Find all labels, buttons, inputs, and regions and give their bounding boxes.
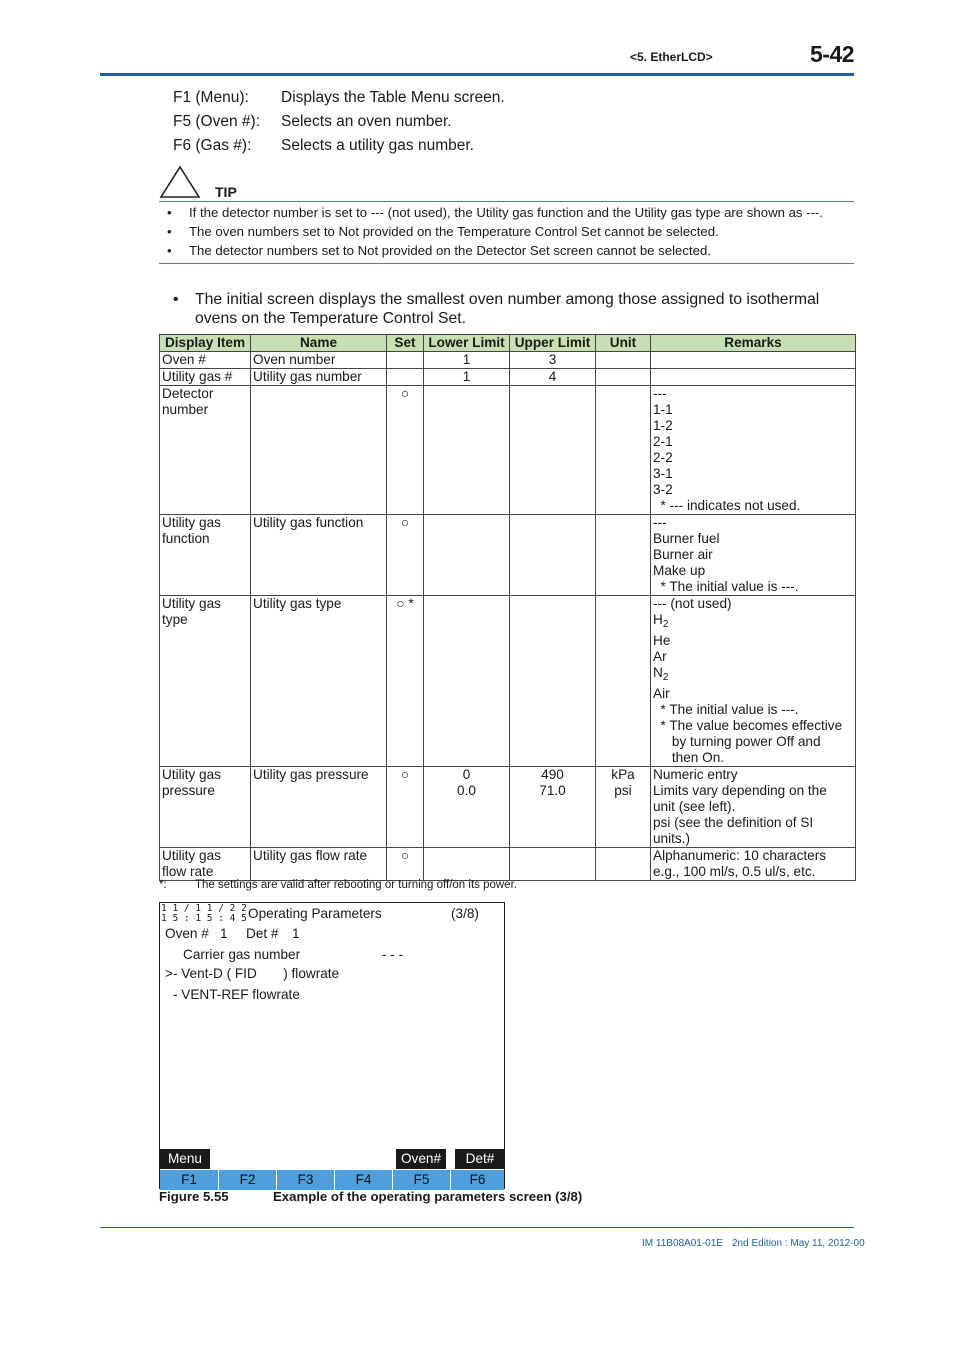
- parameters-table: [159, 334, 856, 881]
- screen-date: 1 1 / 1 1 / 2 2: [161, 903, 247, 914]
- section-title: <5. EtherLCD>: [630, 50, 713, 64]
- cell-lower: [424, 515, 510, 596]
- cell-set: [387, 352, 424, 369]
- col-header: Lower Limit: [424, 335, 510, 352]
- col-header: Remarks: [651, 335, 856, 352]
- cell-name: Utility gas pressure: [251, 767, 387, 848]
- oven-value[interactable]: 1: [220, 926, 228, 941]
- f2-button[interactable]: F2: [218, 1170, 276, 1190]
- tip-item-3: The detector numbers set to Not provided on the Detector Set screen cannot be selected.: [189, 243, 711, 258]
- cell-upper: 3: [510, 352, 596, 369]
- cell-set: ○: [387, 767, 424, 848]
- cell-unit: [596, 369, 651, 386]
- cell-remarks: [651, 369, 856, 386]
- cell-upper: 490 71.0: [510, 767, 596, 848]
- cell-name: Utility gas number: [251, 369, 387, 386]
- vent-d-flowrate-item[interactable]: >- Vent-D ( FID ) flowrate: [165, 966, 340, 981]
- f5-button[interactable]: F5: [392, 1170, 450, 1190]
- cell-remarks: [651, 596, 856, 767]
- oven-label: Oven #: [165, 926, 209, 941]
- figure-caption: Example of the operating parameters screen (3/8): [273, 1189, 583, 1204]
- cell-upper: [510, 848, 596, 881]
- tip-item-2: The oven numbers set to Not provided on the Temperature Control Set cannot be selected.: [189, 224, 719, 239]
- remarks-h: H: [653, 612, 663, 627]
- screen-title: Operating Parameters: [248, 906, 382, 921]
- table-header-row: [160, 335, 856, 352]
- cell-unit: kPa psi: [596, 767, 651, 848]
- carrier-gas-label: Carrier gas number: [183, 947, 301, 962]
- cell-remarks: --- Burner fuel Burner air Make up * The initial value is ---.: [651, 515, 856, 596]
- cell-lower: [424, 386, 510, 515]
- tip-bullet-2: •: [167, 224, 172, 239]
- table-row: [160, 515, 856, 596]
- cell-lower: 0 0.0: [424, 767, 510, 848]
- cell-lower: 1: [424, 352, 510, 369]
- footer-doc-id: IM 11B08A01-01E: [642, 1238, 723, 1249]
- cell-set: ○: [387, 515, 424, 596]
- oven-softkey[interactable]: Oven#: [396, 1149, 446, 1169]
- table-row: [160, 848, 856, 881]
- remarks-n2: [653, 665, 669, 683]
- footnote-text: The settings are valid after rebooting or turning off/on its power.: [195, 879, 517, 891]
- cell-item: Detector number: [160, 386, 251, 515]
- f6-button[interactable]: F6: [450, 1170, 504, 1190]
- lcd-screen: [159, 902, 505, 1189]
- remarks-n-sub: 2: [662, 672, 669, 683]
- figure-number: Figure 5.55: [159, 1189, 229, 1204]
- tip-item-1: If the detector number is set to --- (not used), the Utility gas function and the Utility gas type are shown as ---.: [189, 205, 824, 220]
- cell-remarks: --- 1-1 1-2 2-1 2-2 3-1 3-2 * --- indicates not used.: [651, 386, 856, 515]
- cell-unit: [596, 386, 651, 515]
- vent-ref-flowrate-item[interactable]: - VENT-REF flowrate: [173, 987, 300, 1002]
- cell-lower: 1: [424, 369, 510, 386]
- carrier-gas-value[interactable]: - - -: [382, 947, 404, 962]
- fkey-desc-f1: Displays the Table Menu screen.: [281, 89, 505, 106]
- cell-set: ○: [387, 386, 424, 515]
- cell-upper: 4: [510, 369, 596, 386]
- footnote-mark: *:: [159, 879, 167, 891]
- cell-upper: [510, 386, 596, 515]
- remarks-n: N: [653, 665, 663, 680]
- remarks-line: --- (not used): [653, 596, 732, 611]
- cell-unit: [596, 515, 651, 596]
- col-header: Set: [387, 335, 424, 352]
- screen-time: 1 5 : 1 5 : 4 5: [161, 913, 247, 924]
- table-row: [160, 767, 856, 848]
- cell-lower: [424, 848, 510, 881]
- table-row: [160, 352, 856, 369]
- body-bullet-line2: ovens on the Temperature Control Set.: [195, 310, 467, 327]
- det-softkey[interactable]: Det#: [455, 1149, 505, 1169]
- det-label: Det #: [246, 926, 279, 941]
- body-bullet-dot: •: [173, 291, 179, 308]
- cell-remarks: [651, 352, 856, 369]
- fkey-label-f1: F1 (Menu):: [173, 89, 249, 106]
- cell-item: Utility gas pressure: [160, 767, 251, 848]
- cell-set: [387, 369, 424, 386]
- remarks-line: He Ar: [653, 633, 671, 664]
- col-header: Name: [251, 335, 387, 352]
- cell-upper: [510, 515, 596, 596]
- remarks-h2: [653, 612, 669, 630]
- remarks-line: Air * The initial value is ---. * The value becomes effective by turning power Off and then On.: [653, 686, 843, 765]
- cell-name: [251, 386, 387, 515]
- cell-unit: [596, 352, 651, 369]
- header-rule: [100, 73, 854, 76]
- table-row: [160, 386, 856, 515]
- cell-item: Oven #: [160, 352, 251, 369]
- f3-button[interactable]: F3: [276, 1170, 334, 1190]
- footer-rule: [100, 1227, 854, 1228]
- f4-button[interactable]: F4: [334, 1170, 392, 1190]
- warning-triangle-icon: [159, 165, 201, 199]
- col-header: Unit: [596, 335, 651, 352]
- tip-top-rule: [159, 201, 854, 202]
- screen-page-indicator: (3/8): [451, 906, 479, 921]
- cell-item: Utility gas #: [160, 369, 251, 386]
- cell-remarks: Alphanumeric: 10 characters e.g., 100 ml/s, 0.5 ul/s, etc.: [651, 848, 856, 881]
- tip-title: TIP: [215, 184, 237, 200]
- col-header: Display Item: [160, 335, 251, 352]
- f1-button[interactable]: F1: [160, 1170, 218, 1190]
- page-number: 5-42: [810, 41, 855, 67]
- cell-lower: [424, 596, 510, 767]
- cell-name: Utility gas function: [251, 515, 387, 596]
- menu-softkey[interactable]: Menu: [160, 1149, 210, 1169]
- body-bullet-line1: The initial screen displays the smallest oven number among those assigned to isothermal: [195, 291, 820, 308]
- fkey-label-f5: F5 (Oven #):: [173, 113, 260, 130]
- table-row: [160, 369, 856, 386]
- cell-item: Utility gas function: [160, 515, 251, 596]
- tip-bullet-1: •: [167, 205, 172, 220]
- cell-item: Utility gas flow rate: [160, 848, 251, 881]
- cell-upper: [510, 596, 596, 767]
- tip-bullet-3: •: [167, 243, 172, 258]
- cell-unit: [596, 848, 651, 881]
- footer-edition: 2nd Edition : May 11, 2012-00: [732, 1238, 865, 1249]
- cell-unit: [596, 596, 651, 767]
- cell-name: Oven number: [251, 352, 387, 369]
- fkey-desc-f6: Selects a utility gas number.: [281, 137, 474, 154]
- remarks-h-sub: 2: [662, 619, 669, 630]
- cell-name: Utility gas flow rate: [251, 848, 387, 881]
- col-header: Upper Limit: [510, 335, 596, 352]
- fkey-desc-f5: Selects an oven number.: [281, 113, 452, 130]
- cell-set: ○: [387, 848, 424, 881]
- cell-remarks: Numeric entry Limits vary depending on the unit (see left). psi (see the definition of SI units.): [651, 767, 856, 848]
- table-row: [160, 596, 856, 767]
- cell-set: ○ *: [387, 596, 424, 767]
- det-value[interactable]: 1: [292, 926, 300, 941]
- tip-bottom-rule: [159, 263, 854, 264]
- cell-name: Utility gas type: [251, 596, 387, 767]
- cell-item: Utility gas type: [160, 596, 251, 767]
- fkey-label-f6: F6 (Gas #):: [173, 137, 252, 154]
